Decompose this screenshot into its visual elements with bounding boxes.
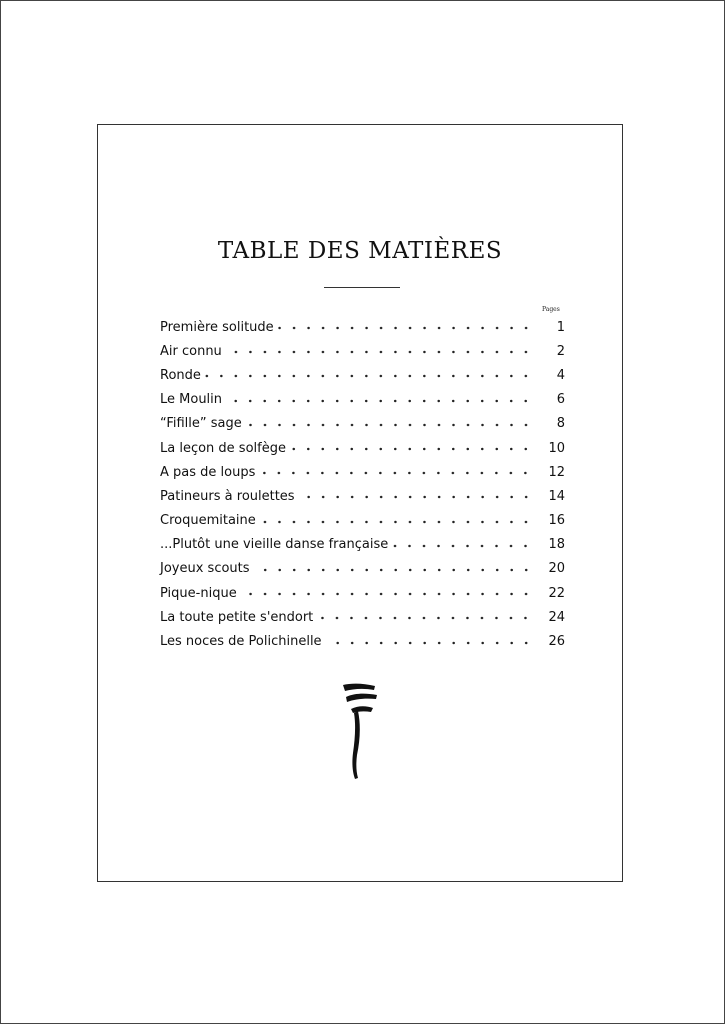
toc-entry: [160, 363, 565, 387]
toc-entry-page: 6: [556, 392, 565, 408]
toc-dot-leader: [240, 587, 533, 601]
toc-dot-leader: [316, 611, 533, 625]
toc-entry-title: Les noces de Polichinelle: [160, 634, 325, 649]
toc-entry: [160, 629, 565, 653]
toc-entry: [160, 533, 565, 557]
toc-entry: [160, 412, 565, 436]
toc-entry: [160, 557, 565, 581]
toc-dot-leader: [259, 515, 533, 529]
toc-dot-leader: [277, 321, 533, 335]
toc-entry: [160, 339, 565, 363]
toc-entry: [160, 581, 565, 605]
toc-entry: [160, 388, 565, 412]
toc-entry-page: 22: [548, 585, 565, 601]
toc-dot-leader: [225, 345, 533, 359]
toc-entry-page: 16: [548, 513, 565, 529]
toc-entry: [160, 460, 565, 484]
toc-entry-page: 10: [548, 440, 565, 456]
toc-entry-title: La leçon de solfège: [160, 441, 289, 456]
toc-entry-page: 18: [548, 537, 565, 553]
toc-entry-title: A pas de loups: [160, 465, 258, 480]
toc-entry-title: Pique-nique: [160, 586, 240, 601]
toc-entry-title: Le Moulin: [160, 392, 225, 407]
toc-dot-leader: [253, 563, 533, 577]
toc-dot-leader: [289, 442, 533, 456]
toc-dot-leader: [258, 466, 533, 480]
title-divider: [324, 287, 400, 288]
toc-entry-page: 8: [556, 416, 565, 432]
page-title: TABLE DES MATIÈRES: [217, 238, 503, 264]
toc-entry: [160, 605, 565, 629]
toc-entry-page: 2: [556, 343, 565, 359]
toc-dot-leader: [298, 490, 533, 504]
toc-entry-title: Croquemitaine: [160, 513, 259, 528]
toc-entry-title: La toute petite s'endort: [160, 610, 316, 625]
page-frame: [97, 124, 623, 882]
toc-entry-title: Air connu: [160, 344, 225, 359]
pages-column-header: Pages: [542, 306, 560, 313]
toc-entry-page: 14: [548, 488, 565, 504]
toc-entry-title: “Fifille” sage: [160, 416, 245, 431]
toc-entry: [160, 484, 565, 508]
toc-entry: [160, 436, 565, 460]
toc-entry-title: Joyeux scouts: [160, 561, 253, 576]
toc-entry-page: 24: [548, 609, 565, 625]
toc-entry-page: 20: [548, 561, 565, 577]
toc-entry-title: Ronde: [160, 368, 204, 383]
toc-dot-leader: [325, 636, 533, 650]
toc-entry: [160, 315, 565, 339]
toc-entry: [160, 509, 565, 533]
toc-dot-leader: [245, 418, 533, 432]
toc-entry-title: Patineurs à roulettes: [160, 489, 298, 504]
calligraphic-flourish-icon: [337, 681, 385, 781]
toc-dot-leader: [391, 539, 533, 553]
toc-entry-page: 12: [548, 464, 565, 480]
toc-entry-title: ...Plutôt une vieille danse française: [160, 537, 391, 552]
toc-entry-title: Première solitude: [160, 320, 277, 335]
toc-entry-page: 4: [556, 367, 565, 383]
toc-dot-leader: [204, 369, 533, 383]
toc-dot-leader: [225, 394, 533, 408]
toc-entry-page: 26: [548, 634, 565, 650]
toc-entry-page: 1: [556, 319, 565, 335]
table-of-contents: [160, 315, 565, 654]
